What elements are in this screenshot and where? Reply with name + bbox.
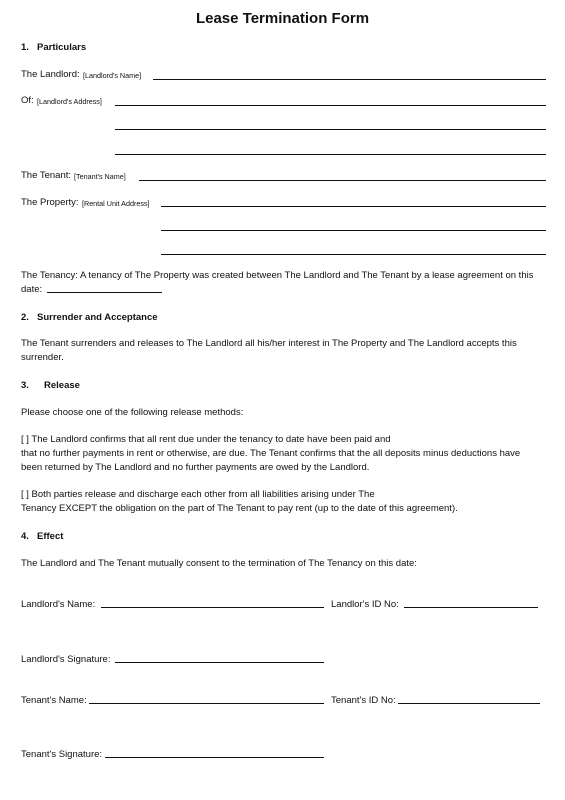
section-4-number: 4. (21, 531, 29, 542)
release-intro: Please choose one of the following release methods: (21, 407, 244, 418)
section-2-heading: Surrender and Acceptance (37, 312, 158, 323)
page-title: Lease Termination Form (195, 10, 370, 27)
surrender-line-1: The Tenant surrenders and releases to The Landlord all his/her interest in The Property and The Landlord accepts this (21, 338, 517, 349)
section-1-number: 1. (21, 42, 29, 53)
section-4-heading: Effect (37, 531, 64, 542)
tenant-signature-label: Tenant's Signature: (21, 749, 103, 760)
tenant-name-sign-field[interactable] (89, 703, 324, 704)
release-option-2-line-2: Tenancy EXCEPT the obligation on the part of The Tenant to pay rent (up to the date of this agreement). (21, 503, 458, 514)
property-hint: [Rental Unit Address] (82, 199, 150, 208)
tenant-id-label: Tenant's ID No: (331, 695, 396, 706)
landlord-hint: [Landlord's Name] (83, 71, 142, 80)
landlord-address-field-2[interactable] (115, 129, 546, 130)
landlord-address-field-1[interactable] (115, 105, 546, 106)
property-label: The Property: (21, 197, 79, 208)
of-label: Of: (21, 95, 34, 106)
release-option-1-line-2: that no further payments in rent or otherwise, are due. The Tenant confirms that the all deposits minus deductions have (21, 448, 521, 459)
tenancy-date-field[interactable] (47, 292, 162, 293)
section-2-number: 2. (21, 312, 29, 323)
property-address-field-3[interactable] (161, 254, 546, 255)
tenant-signature-field[interactable] (105, 757, 324, 758)
effect-text: The Landlord and The Tenant mutually consent to the termination of The Tenancy on this date: (21, 558, 417, 569)
property-address-field-1[interactable] (161, 206, 546, 207)
tenant-name-label: Tenant's Name: (21, 695, 87, 706)
landlord-signature-field[interactable] (115, 662, 324, 663)
section-3-heading: Release (44, 380, 80, 391)
tenant-id-field[interactable] (398, 703, 540, 704)
tenancy-text: The Tenancy: A tenancy of The Property was created between The Landlord and The Tenant by a lease agreement on this (21, 270, 534, 281)
address-hint: [Landlord's Address] (37, 97, 102, 106)
landlord-name-label: Landlord's Name: (21, 599, 96, 610)
landlord-name-field[interactable] (153, 79, 546, 80)
release-option-2-line-1[interactable]: [ ] Both parties release and discharge each other from all liabilities arising under The (21, 489, 375, 500)
tenant-label: The Tenant: (21, 170, 72, 181)
landlord-id-field[interactable] (404, 607, 538, 608)
tenant-hint: [Tenant's Name] (74, 172, 126, 181)
surrender-line-2: surrender. (21, 352, 64, 363)
property-address-field-2[interactable] (161, 230, 546, 231)
section-1-heading: Particulars (37, 42, 87, 53)
landlord-label: The Landlord: (21, 69, 80, 80)
section-3-number: 3. (21, 380, 29, 391)
date-label: date: (21, 284, 43, 295)
landlord-address-field-3[interactable] (115, 154, 546, 155)
landlord-signature-label: Landlord's Signature: (21, 654, 111, 665)
tenant-name-field[interactable] (139, 180, 546, 181)
release-option-1-line-1[interactable]: [ ] The Landlord confirms that all rent due under the tenancy to date have been paid and (21, 434, 391, 445)
release-option-1-line-3: been returned by The Landlord and no further payments are owed by the Landlord. (21, 462, 370, 473)
landlord-name-sign-field[interactable] (101, 607, 324, 608)
landlord-id-label: Landlor's ID No: (331, 599, 399, 610)
